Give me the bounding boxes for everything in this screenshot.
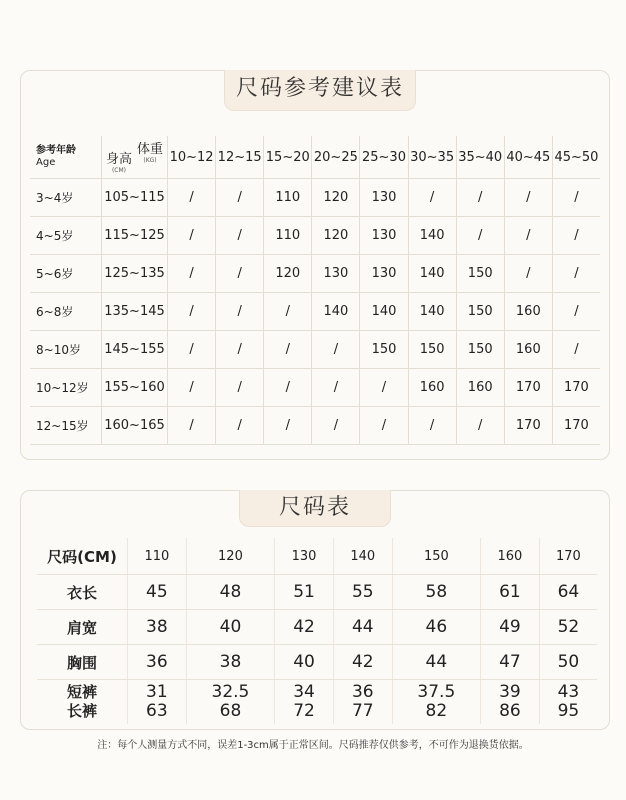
weight-header-cell: 30~35 [408,136,456,179]
long-pants-value: 72 [293,701,315,721]
long-pants-value: 68 [219,701,242,721]
recommended-size-cell: 150 [456,293,504,331]
recommended-size-cell: 160 [408,369,456,407]
recommended-size-cell: / [504,255,552,293]
recommended-size-cell: / [456,407,504,445]
pants-cell [481,680,540,725]
recommended-size-cell: / [216,293,264,331]
age-cell: 10~12岁 [30,369,102,407]
size-reference-row [30,255,600,293]
recommended-size-cell: 150 [456,331,504,369]
recommended-size-cell: 150 [408,331,456,369]
weight-header-cn: 体重 [136,142,163,157]
recommended-size-cell: / [168,407,216,445]
recommended-size-cell: 140 [312,293,360,331]
size-header-cell: 160 [481,538,540,575]
recommended-size-cell: / [264,369,312,407]
measurement-value: 36 [128,645,187,680]
size-header-cell: 110 [128,538,187,575]
size-reference-row [30,179,600,217]
size-reference-row [30,407,600,445]
height-header-cn: 身高 [106,152,133,167]
height-weight-header [102,136,168,179]
recommended-size-cell: 110 [264,179,312,217]
age-cell: 3~4岁 [30,179,102,217]
size-reference-row [30,369,600,407]
recommended-size-cell: / [552,179,600,217]
pants-label [37,680,128,725]
measurement-value: 58 [392,575,480,610]
recommended-size-cell: 140 [408,217,456,255]
size-reference-title: 尺码参考建议表 [224,70,416,111]
pants-row [37,680,597,725]
recommended-size-cell: / [456,179,504,217]
measurement-value: 55 [333,575,392,610]
size-reference-header-row [30,136,600,179]
measurement-row [37,645,597,680]
recommended-size-cell: 160 [504,331,552,369]
height-cell: 145~155 [102,331,168,369]
measurement-label: 肩宽 [37,610,128,645]
size-reference-row [30,331,600,369]
recommended-size-cell: / [168,179,216,217]
recommended-size-cell: / [168,369,216,407]
measurement-value: 42 [275,610,334,645]
size-reference-row [30,217,600,255]
height-cell: 160~165 [102,407,168,445]
recommended-size-cell: / [216,217,264,255]
measurement-value: 42 [333,645,392,680]
short-pants-value: 37.5 [417,682,456,702]
short-pants-value: 43 [557,682,580,702]
size-header-cell: 130 [275,538,334,575]
measurement-value: 49 [481,610,540,645]
recommended-size-cell: / [312,369,360,407]
age-cell: 12~15岁 [30,407,102,445]
recommended-size-cell: / [168,217,216,255]
height-header-unit: (CM) [111,167,127,174]
recommended-size-cell: 140 [408,255,456,293]
age-cell: 4~5岁 [30,217,102,255]
size-chart-title: 尺码表 [239,490,391,527]
recommended-size-cell: 130 [360,217,408,255]
recommended-size-cell: / [312,407,360,445]
recommended-size-cell: / [168,255,216,293]
measurement-label: 胸围 [37,645,128,680]
weight-header-cell: 40~45 [504,136,552,179]
measurement-value: 64 [539,575,597,610]
size-header-cell: 120 [186,538,274,575]
measurement-value: 51 [275,575,334,610]
size-chart-card [20,490,610,730]
pants-cell [186,680,274,725]
measurement-value: 40 [186,610,274,645]
size-reference-row [30,293,600,331]
long-pants-label: 长裤 [66,702,97,720]
weight-header-cell: 12~15 [216,136,264,179]
measurement-value: 38 [186,645,274,680]
pants-cell [392,680,480,725]
recommended-size-cell: / [168,293,216,331]
recommended-size-cell: 160 [456,369,504,407]
recommended-size-cell: 160 [504,293,552,331]
recommended-size-cell: / [264,407,312,445]
height-cell: 155~160 [102,369,168,407]
height-cell: 125~135 [102,255,168,293]
weight-header-cell: 20~25 [312,136,360,179]
recommended-size-cell: 120 [312,179,360,217]
recommended-size-cell: / [552,217,600,255]
size-header-cell: 170 [539,538,597,575]
pants-cell [333,680,392,725]
disclaimer-note: 注：每个人测量方式不同，误差1-3cm属于正常区间。尺码推荐仅供参考，不可作为退换货依据。 [97,740,529,751]
size-chart-table [37,538,597,724]
recommended-size-cell: / [264,293,312,331]
measurement-row [37,610,597,645]
recommended-size-cell: / [216,369,264,407]
weight-header-cell: 10~12 [168,136,216,179]
size-chart-header-row [37,538,597,575]
recommended-size-cell: / [552,331,600,369]
measurement-value: 38 [128,610,187,645]
recommended-size-cell: / [552,293,600,331]
recommended-size-cell: 120 [264,255,312,293]
long-pants-value: 86 [499,701,521,721]
recommended-size-cell: / [168,331,216,369]
recommended-size-cell: 130 [360,255,408,293]
recommended-size-cell: 170 [504,407,552,445]
measurement-row [37,575,597,610]
long-pants-value: 77 [351,701,374,721]
recommended-size-cell: / [360,369,408,407]
short-pants-label: 短裤 [66,683,97,701]
age-header [30,136,102,179]
size-header-label: 尺码(CM) [37,538,128,575]
weight-header-cell: 15~20 [264,136,312,179]
measurement-value: 47 [481,645,540,680]
recommended-size-cell: / [408,179,456,217]
weight-header-cell: 25~30 [360,136,408,179]
age-cell: 5~6岁 [30,255,102,293]
recommended-size-cell: / [408,407,456,445]
measurement-label: 衣长 [37,575,128,610]
size-header-cell: 150 [392,538,480,575]
recommended-size-cell: 170 [552,369,600,407]
recommended-size-cell: / [216,331,264,369]
short-pants-value: 34 [293,682,315,702]
recommended-size-cell: 120 [312,217,360,255]
recommended-size-cell: / [504,179,552,217]
recommended-size-cell: 150 [456,255,504,293]
measurement-value: 40 [275,645,334,680]
recommended-size-cell: / [216,255,264,293]
pants-cell [539,680,597,725]
recommended-size-cell: / [216,179,264,217]
measurement-value: 50 [539,645,597,680]
recommended-size-cell: / [312,331,360,369]
recommended-size-cell: / [216,407,264,445]
recommended-size-cell: 170 [504,369,552,407]
short-pants-value: 31 [146,682,168,702]
measurement-value: 44 [333,610,392,645]
recommended-size-cell: 130 [360,179,408,217]
weight-header-cell: 45~50 [552,136,600,179]
measurement-value: 48 [186,575,274,610]
recommended-size-cell: / [504,217,552,255]
recommended-size-cell: / [552,255,600,293]
age-cell: 8~10岁 [30,331,102,369]
recommended-size-cell: / [360,407,408,445]
long-pants-value: 82 [425,701,448,721]
size-reference-card [20,70,610,460]
weight-header-unit: (KG) [143,157,157,164]
measurement-value: 45 [128,575,187,610]
size-header-cell: 140 [333,538,392,575]
long-pants-value: 63 [146,701,168,721]
long-pants-value: 95 [557,701,580,721]
age-cell: 6~8岁 [30,293,102,331]
recommended-size-cell: 150 [360,331,408,369]
pants-cell [128,680,187,725]
recommended-size-cell: 140 [408,293,456,331]
recommended-size-cell: 170 [552,407,600,445]
recommended-size-cell: 130 [312,255,360,293]
weight-header-cell: 35~40 [456,136,504,179]
size-reference-table [30,136,600,445]
measurement-value: 61 [481,575,540,610]
age-header-en: Age [36,157,56,168]
pants-cell [275,680,334,725]
height-cell: 135~145 [102,293,168,331]
height-cell: 105~115 [102,179,168,217]
measurement-value: 44 [392,645,480,680]
recommended-size-cell: 110 [264,217,312,255]
recommended-size-cell: / [456,217,504,255]
short-pants-value: 36 [351,682,374,702]
age-header-cn: 参考年龄 [36,145,76,156]
recommended-size-cell: / [264,331,312,369]
measurement-value: 52 [539,610,597,645]
short-pants-value: 39 [499,682,521,702]
short-pants-value: 32.5 [211,682,250,702]
measurement-value: 46 [392,610,480,645]
height-cell: 115~125 [102,217,168,255]
recommended-size-cell: 140 [360,293,408,331]
